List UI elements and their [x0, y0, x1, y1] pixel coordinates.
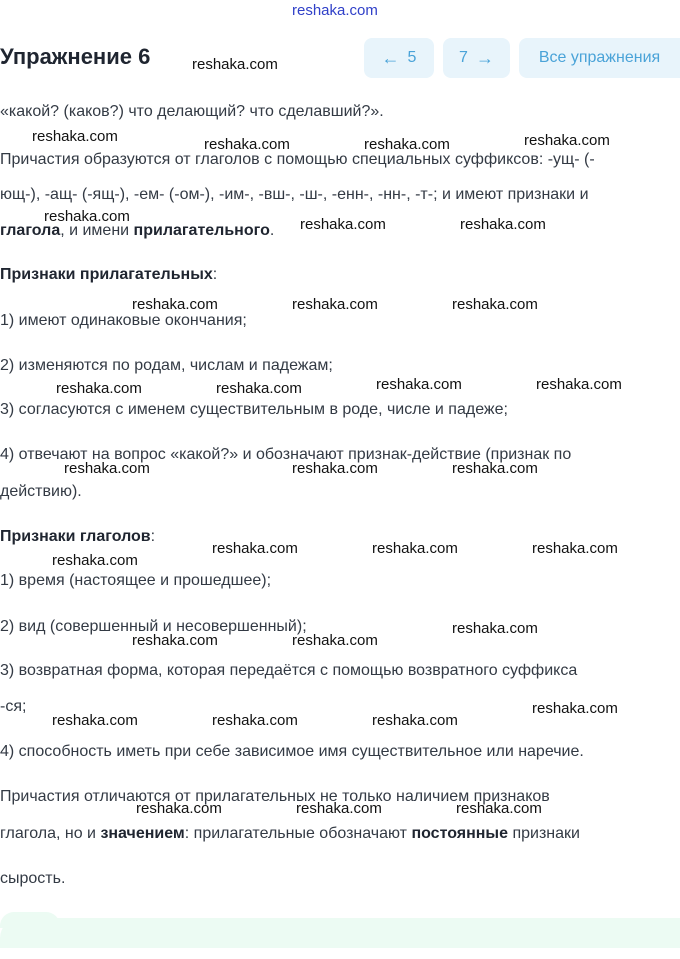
arrow-right-icon: → — [475, 47, 494, 68]
watermark: reshaka.com — [364, 136, 450, 153]
paragraph-line: ющ-), -ащ- (-ящ-), -ем- (-ом-), -им-, -вш-, -ш-, -енн-, -нн-, -т-; и имеют признаки и — [0, 186, 589, 203]
list-item: 4) отвечают на вопрос «какой?» и обозначают признак-действие (признак по — [0, 446, 572, 463]
next-exercise-button[interactable] — [443, 38, 510, 78]
watermark: reshaka.com — [296, 800, 382, 817]
bold-term: значением — [100, 825, 185, 842]
watermark: reshaka.com — [52, 552, 138, 569]
text-fragment: признаки — [508, 825, 580, 842]
heading-text: Признаки глаголов — [0, 528, 151, 545]
watermark: reshaka.com — [452, 296, 538, 313]
bold-term: постоянные — [411, 825, 508, 842]
text-fragment: , и имени — [60, 222, 134, 239]
text-fragment: . — [269, 222, 275, 239]
heading-text: Признаки прилагательных — [0, 266, 213, 283]
next-exercise-label: 7 — [459, 49, 468, 66]
watermark: reshaka.com — [212, 540, 298, 557]
page-title: Упражнение 6 — [0, 44, 151, 69]
watermark: reshaka.com — [372, 712, 458, 729]
bold-term: глагола — [0, 222, 61, 239]
paragraph-line: Причастия образуются от глаголов с помощью специальных суффиксов: -ущ- (- — [0, 151, 595, 168]
list-item: -ся; — [0, 698, 27, 715]
watermark: reshaka.com — [132, 296, 218, 313]
watermark: reshaka.com — [216, 380, 302, 397]
intro-text: «какой? (каков?) что делающий? что сделавший?». — [0, 103, 384, 120]
watermark: reshaka.com — [132, 632, 218, 649]
watermark: reshaka.com — [452, 620, 538, 637]
text-fragment: : — [150, 528, 156, 545]
paragraph-line — [0, 824, 680, 844]
list-item: 3) возвратная форма, которая передаётся с помощью возвратного суффикса — [0, 662, 578, 679]
watermark: reshaka.com — [56, 380, 142, 397]
watermark: reshaka.com — [536, 376, 622, 393]
watermark: reshaka.com — [292, 296, 378, 313]
watermark: reshaka.com — [532, 540, 618, 557]
exercise-header — [0, 38, 680, 78]
watermark: reshaka.com — [212, 712, 298, 729]
watermark: reshaka.com — [204, 136, 290, 153]
watermark: reshaka.com — [460, 216, 546, 233]
watermark: reshaka.com — [532, 700, 618, 717]
bold-term: прилагательного — [133, 222, 270, 239]
watermark: reshaka.com — [136, 800, 222, 817]
paragraph-line — [0, 221, 680, 241]
verb-heading — [0, 527, 680, 547]
site-link[interactable]: reshaka.com — [292, 2, 378, 19]
paragraph-line: сырость. — [0, 870, 66, 887]
watermark: reshaka.com — [52, 712, 138, 729]
paragraph-line: Причастия отличаются от прилагательных не только наличием признаков — [0, 788, 550, 805]
watermark: reshaka.com — [452, 460, 538, 477]
watermark: reshaka.com — [32, 128, 118, 145]
watermark: reshaka.com — [524, 132, 610, 149]
list-item: 2) вид (совершенный и несовершенный); — [0, 618, 307, 635]
list-item: 1) время (настоящее и прошедшее); — [0, 572, 272, 589]
watermark: reshaka.com — [456, 800, 542, 817]
text-fragment: : — [212, 266, 218, 283]
watermark: reshaka.com — [64, 460, 150, 477]
watermark: reshaka.com — [372, 540, 458, 557]
list-item: 1) имеют одинаковые окончания; — [0, 312, 247, 329]
prev-exercise-button[interactable] — [364, 38, 434, 78]
list-item: 2) изменяются по родам, числам и падежам; — [0, 357, 333, 374]
footer-panel — [0, 918, 680, 948]
text-fragment: : прилагательные обозначают — [184, 825, 412, 842]
watermark: reshaka.com — [292, 632, 378, 649]
all-exercises-button[interactable]: Все упражнения — [519, 38, 680, 78]
adjective-heading — [0, 265, 680, 285]
arrow-left-icon: ← — [381, 47, 400, 68]
watermark: reshaka.com — [192, 56, 278, 73]
list-item: 4) способность иметь при себе зависимое имя существительное или наречие. — [0, 743, 584, 760]
list-item: действию). — [0, 483, 82, 500]
list-item: 3) согласуются с именем существительным в роде, числе и падеже; — [0, 401, 508, 418]
watermark: reshaka.com — [300, 216, 386, 233]
text-fragment: глагола, но и — [0, 825, 101, 842]
prev-exercise-label: 5 — [407, 49, 417, 66]
watermark: reshaka.com — [376, 376, 462, 393]
watermark: reshaka.com — [292, 460, 378, 477]
watermark: reshaka.com — [44, 208, 130, 225]
